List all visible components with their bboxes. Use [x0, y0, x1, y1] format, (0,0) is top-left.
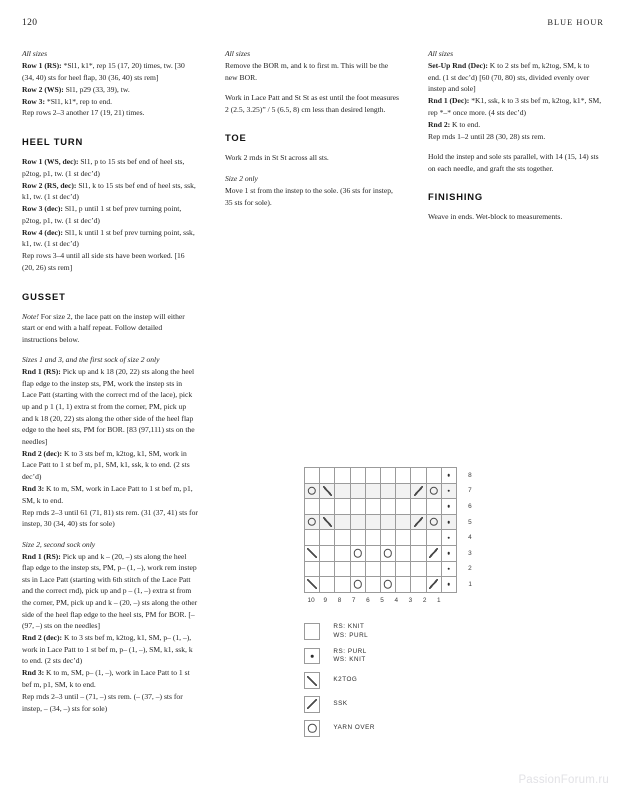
- row-label: Rnd 3:: [22, 668, 45, 678]
- chart-cell-knit-cell: [335, 545, 350, 561]
- chart-column-number: 4: [394, 596, 398, 604]
- chart-cell-knit-cell: [320, 468, 335, 484]
- chart-cell-knit-cell: [380, 468, 395, 484]
- chart-row-number: 8: [468, 471, 472, 479]
- sizes-1-3-label: Sizes 1 and 3, and the first sock of size 2 only: [22, 355, 160, 365]
- col1-gusset-blocks: [22, 311, 198, 715]
- chart-column-number: 9: [323, 596, 328, 604]
- chart-cell-k2tog-icon: [305, 577, 320, 593]
- chart-cell-ssk-icon: [411, 514, 426, 530]
- row-label: Rnd 1 (RS):: [22, 551, 61, 561]
- chart-cell-purl-dot-icon: [441, 577, 456, 593]
- chart-cell-yarn-over-icon: [380, 577, 395, 593]
- k2tog-icon: [323, 486, 332, 496]
- chart-cell-yarn-over-icon: [380, 545, 395, 561]
- chart-cell-knit-cell: [365, 514, 380, 530]
- chart-cell-purl-dot-icon: [441, 530, 456, 546]
- chart-cell-knit-cell: [396, 545, 411, 561]
- chart-grid: [304, 467, 480, 593]
- chart-cell-knit-cell: [365, 468, 380, 484]
- chart-cell-yarn-over-icon: [305, 514, 320, 530]
- yarn-over-icon: [429, 487, 437, 495]
- sizes-1-3-rnd-2: Rnd 2 (dec): K to 3 sts bef m, k2tog, k1, SM, work in Lace Patt to 1 st bef m, p1, SM, k1, ssk, k to end. (2 sts dec’d): [22, 448, 190, 481]
- row-label: Row 3:: [22, 96, 45, 106]
- purl-dot-icon: [311, 655, 314, 658]
- book-title: BLUE HOUR: [547, 18, 604, 27]
- chart-cell-knit-cell: [335, 468, 350, 484]
- purl-dot-icon: [447, 521, 450, 524]
- size-2-rnd-1: Rnd 1 (RS): Pick up and k – (20, –) sts along the heel flap edge to the instep sts, PM, p– (1, –), work rem instep sts in Lace Patt (starting with 6th stitch of the Lace Patt and the correct rnd), pick up and p – (1, –) extra st from the corner, PM, pick up and k – (20, –) sts along the other side of the heel flap edge to the heel sts, PM for BOR. [– (97, –) sts on the needles]: [22, 551, 198, 631]
- chart-row: [305, 561, 480, 577]
- heel-turn-row-3: Row 3 (dec): Sl1, p until 1 st bef prev turning point, p2tog, p1, tw. (1 st dec’d): [22, 204, 182, 225]
- chart-cell-knit-cell: [320, 577, 335, 593]
- chart-cell-knit-cell: [350, 530, 365, 546]
- heading-gusset: GUSSET: [22, 290, 66, 302]
- chart-cell-knit-cell: [380, 499, 395, 515]
- row-label: Row 1 (RS):: [22, 60, 62, 70]
- chart-row-number: 6: [468, 502, 472, 510]
- chart-cell-knit-cell: [365, 483, 380, 499]
- chart-column-number: 3: [408, 596, 413, 604]
- chart-cell-ssk-icon: [426, 545, 441, 561]
- purl-dot-icon: [447, 505, 450, 508]
- row-label: Rnd 2 (dec):: [22, 633, 63, 643]
- chart-cell-purl-dot-icon: [441, 514, 456, 530]
- col2-all-sizes-label: All sizes: [225, 49, 251, 58]
- chart-cell-knit-cell: [380, 530, 395, 546]
- chart-row: [305, 530, 480, 546]
- column-1: [22, 48, 198, 714]
- size-2-rnd-2: Rnd 2 (dec): K to 3 sts bef m, k2tog, k1, SM, p– (1, –), work in Lace Patt to 1 st bef m, p– (1, –), SM, k1, ssk, k to end. (2 sts dec’d): [22, 633, 193, 666]
- yarn-over-icon: [384, 549, 392, 557]
- chart-cell-purl-dot-icon: [441, 483, 456, 499]
- chart-cell-ssk-icon: [426, 577, 441, 593]
- chart-cell-knit-cell: [380, 483, 395, 499]
- ssk-icon: [414, 517, 423, 527]
- legend-label: SSK: [333, 700, 348, 708]
- chart-cell-knit-cell: [426, 561, 441, 577]
- heel-turn-rep-line: Rep rows 3–4 until all side sts have been worked. [16 (20, 26) sts rem]: [22, 251, 185, 272]
- chart-column-numbers: [304, 597, 480, 604]
- purl-dot-icon: [447, 552, 450, 555]
- row-label: Row 2 (WS):: [22, 84, 64, 94]
- chart-cell-knit-cell: [426, 499, 441, 515]
- chart-row-number: 4: [468, 534, 472, 542]
- chart-cell-knit-cell: [365, 577, 380, 593]
- chart-column-number: 6: [366, 596, 370, 604]
- col3-graft-para: Hold the instep and sole sts parallel, with 14 (15, 14) sts on each needle, and graft the sts together.: [428, 152, 599, 173]
- chart-cell-knit-cell: [320, 545, 335, 561]
- toe-rnd-3: Rnd 2: K to end.: [428, 119, 481, 129]
- legend-row: [304, 696, 375, 712]
- chart-column-number: 2: [422, 596, 427, 604]
- col2-para-1: Remove the BOR m, and k to first m. This will be the new BOR.: [225, 60, 389, 82]
- chart-cell-knit-cell: [335, 514, 350, 530]
- k2tog-icon: [323, 517, 332, 527]
- chart-row: [305, 545, 480, 561]
- yarn-over-icon: [308, 724, 316, 732]
- yarn-over-icon: [308, 518, 316, 526]
- legend-row: [304, 720, 375, 736]
- chart-cell-knit-cell: [411, 530, 426, 546]
- purl-dot-icon: [447, 568, 450, 571]
- row-label: Row 3 (dec):: [22, 204, 63, 214]
- yarn-over-icon: [353, 580, 361, 588]
- gusset-note-label: Note!: [22, 311, 39, 321]
- gusset-note: Note! For size 2, the lace patt on the instep will either start or end with a half repeat. Follow detailed instructions below.: [22, 311, 185, 344]
- sizes-1-3-rep-line: Rep rnds 2–3 until 61 (71, 81) sts rem. (31 (37, 41) sts for instep, 30 (34, 40) sts for sole): [22, 507, 198, 529]
- legend-key-ssk-icon: [304, 696, 320, 712]
- chart-row-number: 7: [468, 487, 472, 495]
- running-head: [22, 18, 604, 32]
- ssk-icon: [307, 699, 316, 709]
- chart-cell-knit-cell: [396, 561, 411, 577]
- chart-cell-knit-cell: [305, 499, 320, 515]
- col1-line-4: Rep rows 2–3 another 17 (19, 21) times.: [22, 108, 145, 118]
- col1-row-2: Row 2 (WS): Sl1, p29 (33, 39), tw.: [22, 84, 130, 94]
- col3-rounds: [428, 60, 604, 130]
- chart-cell-knit-cell: [411, 468, 426, 484]
- k2tog-icon: [307, 676, 316, 686]
- chart-column-number: 10: [307, 596, 315, 604]
- chart-cell-knit-cell: [335, 499, 350, 515]
- row-label: Rnd 2:: [428, 119, 451, 129]
- chart-cell-knit-cell: [320, 530, 335, 546]
- chart-cell-k2tog-icon: [320, 514, 335, 530]
- heading-finishing: FINISHING: [428, 191, 484, 203]
- toe-rnd-1: Set-Up Rnd (Dec): K to 2 sts bef m, k2tog, SM, k to end. (1 st dec’d) [60 (70, 80) sts, divided evenly over instep and sole]: [428, 60, 590, 94]
- ssk-icon: [429, 548, 438, 558]
- heel-turn-row-4: Row 4 (dec): Sl1, k until 1 st bef prev turning point, ssk, k1, tw. (1 st dec’d): [22, 227, 195, 249]
- chart-row: [305, 514, 480, 530]
- column-3: [428, 48, 604, 714]
- chart-cell-knit-cell: [365, 561, 380, 577]
- chart-cell-knit-cell: [411, 577, 426, 593]
- purl-dot-icon: [447, 490, 450, 493]
- size-2-rep-line: Rep rnds 2–3 until – (71, –) sts rem. (– (37, –) sts for instep, – (34, –) sts for sole): [22, 691, 183, 713]
- row-label: Rnd 3:: [22, 483, 45, 493]
- chart-cell-knit-cell: [320, 499, 335, 515]
- col3-finishing-para: Weave in ends. Wet-block to measurements.: [428, 212, 563, 222]
- heel-turn-row-1: Row 1 (WS, dec): Sl1, p to 15 sts bef end of heel sts, p2tog, p1, tw. (1 st dec’d): [22, 157, 185, 178]
- chart-cell-knit-cell: [380, 514, 395, 530]
- col2-size2-para: Move 1 st from the instep to the sole. (36 sts for instep, 35 sts for sole).: [225, 185, 393, 207]
- chart-cell-ssk-icon: [411, 483, 426, 499]
- heading-toe: TOE: [225, 132, 247, 144]
- row-label: Set-Up Rnd (Dec):: [428, 60, 488, 70]
- chart-column-number: 5: [380, 596, 384, 604]
- chart-cell-knit-cell: [350, 483, 365, 499]
- chart-cell-knit-cell: [365, 499, 380, 515]
- k2tog-icon: [307, 579, 316, 589]
- legend-key-knit-cell: [304, 623, 320, 639]
- chart-row: [305, 483, 480, 499]
- yarn-over-icon: [384, 580, 392, 588]
- col2-size2-label: Size 2 only: [225, 173, 258, 183]
- chart-row: [305, 468, 480, 484]
- chart-cell-yarn-over-icon: [426, 483, 441, 499]
- yarn-over-icon: [308, 487, 316, 495]
- legend-label: RS: KNIT WS: PURL: [333, 623, 369, 639]
- size-2-rnd-3: Rnd 3: K to m, SM, p– (1, –), work in Lace Patt to 1 st bef m, p1, SM, k to end.: [22, 668, 190, 689]
- chart-column-number: 7: [351, 596, 356, 604]
- chart-cell-knit-cell: [335, 561, 350, 577]
- col3-all-sizes-label: All sizes: [428, 49, 454, 58]
- sizes-1-3-rnd-1: Rnd 1 (RS): Pick up and k 18 (20, 22) sts along the heel flap edge to the instep sts, PM, work the instep sts in Lace Patt (starting with the correct rnd of the lace), pick up and p 1 (1, 1) extra st from the corner, PM, pick up and k 18 (20, 22) sts along the other side of the heel flap edge to the heel sts, PM for BOR. [83 (97,111) sts on the needles]: [22, 367, 195, 446]
- heel-turn-row-2: Row 2 (RS, dec): Sl1, k to 15 sts bef end of heel sts, ssk, k1, tw. (1 st dec’d): [22, 180, 196, 202]
- row-label: Rnd 1 (RS):: [22, 367, 61, 377]
- chart-row-number: 2: [468, 565, 472, 573]
- chart-cell-knit-cell: [411, 499, 426, 515]
- legend-label: YARN OVER: [333, 724, 375, 732]
- ssk-icon: [414, 486, 423, 496]
- heading-heel-turn: HEEL TURN: [22, 136, 84, 148]
- chart-cell-knit-cell: [396, 577, 411, 593]
- chart-cell-knit-cell: [305, 561, 320, 577]
- chart-cell-knit-cell: [320, 561, 335, 577]
- watermark: PassionForum.ru: [518, 774, 609, 786]
- chart-cell-knit-cell: [380, 561, 395, 577]
- yarn-over-icon: [353, 549, 361, 557]
- chart-cell-knit-cell: [335, 530, 350, 546]
- chart-row-number: 1: [468, 580, 472, 588]
- col2-toe-para: Work 2 rnds in St St across all sts.: [225, 153, 329, 163]
- chart-cell-knit-cell: [396, 499, 411, 515]
- col1-all-sizes-label: All sizes: [22, 49, 48, 58]
- chart-cell-purl-dot-icon: [441, 561, 456, 577]
- chart-cell-knit-cell: [396, 530, 411, 546]
- legend-key-yarn-over-icon: [304, 720, 320, 736]
- chart-cell-knit-cell: [305, 530, 320, 546]
- chart-column-number: 8: [337, 596, 342, 604]
- row-label: Rnd 2 (dec):: [22, 448, 63, 458]
- sizes-1-3-rnd-3: Rnd 3: K to m, SM, work in Lace Patt to 1 st bef m, p1, SM, k to end.: [22, 483, 193, 505]
- toe-rnd-2: Rnd 1 (Dec): *K1, ssk, k to 3 sts bef m, k2tog, k1*, SM, rep *–* once more. (4 sts dec’d): [428, 96, 602, 117]
- chart-body: [305, 468, 480, 593]
- chart-cell-purl-dot-icon: [441, 545, 456, 561]
- chart-cell-k2tog-icon: [320, 483, 335, 499]
- col1-heel-turn-blocks: [22, 156, 198, 273]
- chart-cell-k2tog-icon: [305, 545, 320, 561]
- legend-key-purl-dot-icon: [304, 648, 320, 664]
- chart-column-number: 1: [437, 596, 441, 604]
- legend-label: K2TOG: [333, 676, 358, 684]
- col3-rep-line: Rep rnds 1–2 until 28 (30, 28) sts rem.: [428, 131, 546, 141]
- col1-intro-blocks: [22, 48, 198, 119]
- chart-cell-knit-cell: [411, 561, 426, 577]
- chart-cell-knit-cell: [305, 468, 320, 484]
- page-number: 120: [22, 18, 38, 28]
- row-label: Row 4 (dec):: [22, 227, 63, 237]
- k2tog-icon: [307, 548, 316, 558]
- legend-label: RS: PURL WS: KNIT: [333, 647, 367, 664]
- chart-cell-knit-cell: [350, 561, 365, 577]
- chart-row-number: 3: [468, 549, 472, 557]
- chart-cell-knit-cell: [396, 514, 411, 530]
- chart-cell-knit-cell: [350, 468, 365, 484]
- chart-legend: [304, 623, 375, 744]
- chart-row-number: 5: [468, 518, 472, 526]
- col2-para-2: Work in Lace Patt and St St as est until the foot measures 2 (2.5, 3.25)” / 5 (6.5, 8) cm less than desired length.: [225, 93, 400, 114]
- purl-dot-icon: [447, 536, 450, 539]
- chart-cell-purl-dot-icon: [441, 499, 456, 515]
- purl-dot-icon: [447, 474, 450, 477]
- chart-cell-knit-cell: [365, 545, 380, 561]
- chart-cell-knit-cell: [350, 514, 365, 530]
- chart-cell-yarn-over-icon: [350, 577, 365, 593]
- chart-cell-knit-cell: [365, 530, 380, 546]
- purl-dot-icon: [447, 583, 450, 586]
- legend-row: [304, 623, 375, 640]
- chart-cell-knit-cell: [335, 483, 350, 499]
- size-2-label: Size 2, second sock only: [22, 539, 96, 549]
- chart-cell-knit-cell: [411, 545, 426, 561]
- chart-row: [305, 499, 480, 515]
- row-label: Row 2 (RS, dec):: [22, 180, 77, 190]
- chart-cell-knit-cell: [396, 483, 411, 499]
- column-2: [225, 48, 401, 714]
- row-label: Row 1 (WS, dec):: [22, 157, 79, 167]
- col1-row-1: Row 1 (RS): *Sl1, k1*, rep 15 (17, 20) times, tw. [30 (34, 40) sts for heel flap, 30 (36, 40) sts rem]: [22, 60, 185, 82]
- yarn-over-icon: [429, 518, 437, 526]
- chart-cell-yarn-over-icon: [350, 545, 365, 561]
- legend-row: [304, 648, 375, 665]
- legend-key-k2tog-icon: [304, 672, 320, 688]
- chart-cell-knit-cell: [426, 530, 441, 546]
- chart-row: [305, 577, 480, 593]
- chart-cell-purl-dot-icon: [441, 468, 456, 484]
- chart-cell-knit-cell: [426, 468, 441, 484]
- col1-row-3: Row 3: *Sl1, k1*, rep to end.: [22, 96, 113, 106]
- lace-pattern-chart: [304, 467, 480, 604]
- chart-cell-knit-cell: [335, 577, 350, 593]
- text-columns: [22, 48, 604, 714]
- row-label: Rnd 1 (Dec):: [428, 96, 470, 106]
- legend-row: [304, 672, 375, 688]
- ssk-icon: [429, 579, 438, 589]
- chart-cell-yarn-over-icon: [426, 514, 441, 530]
- chart-cell-knit-cell: [350, 499, 365, 515]
- chart-cell-yarn-over-icon: [305, 483, 320, 499]
- chart-cell-knit-cell: [396, 468, 411, 484]
